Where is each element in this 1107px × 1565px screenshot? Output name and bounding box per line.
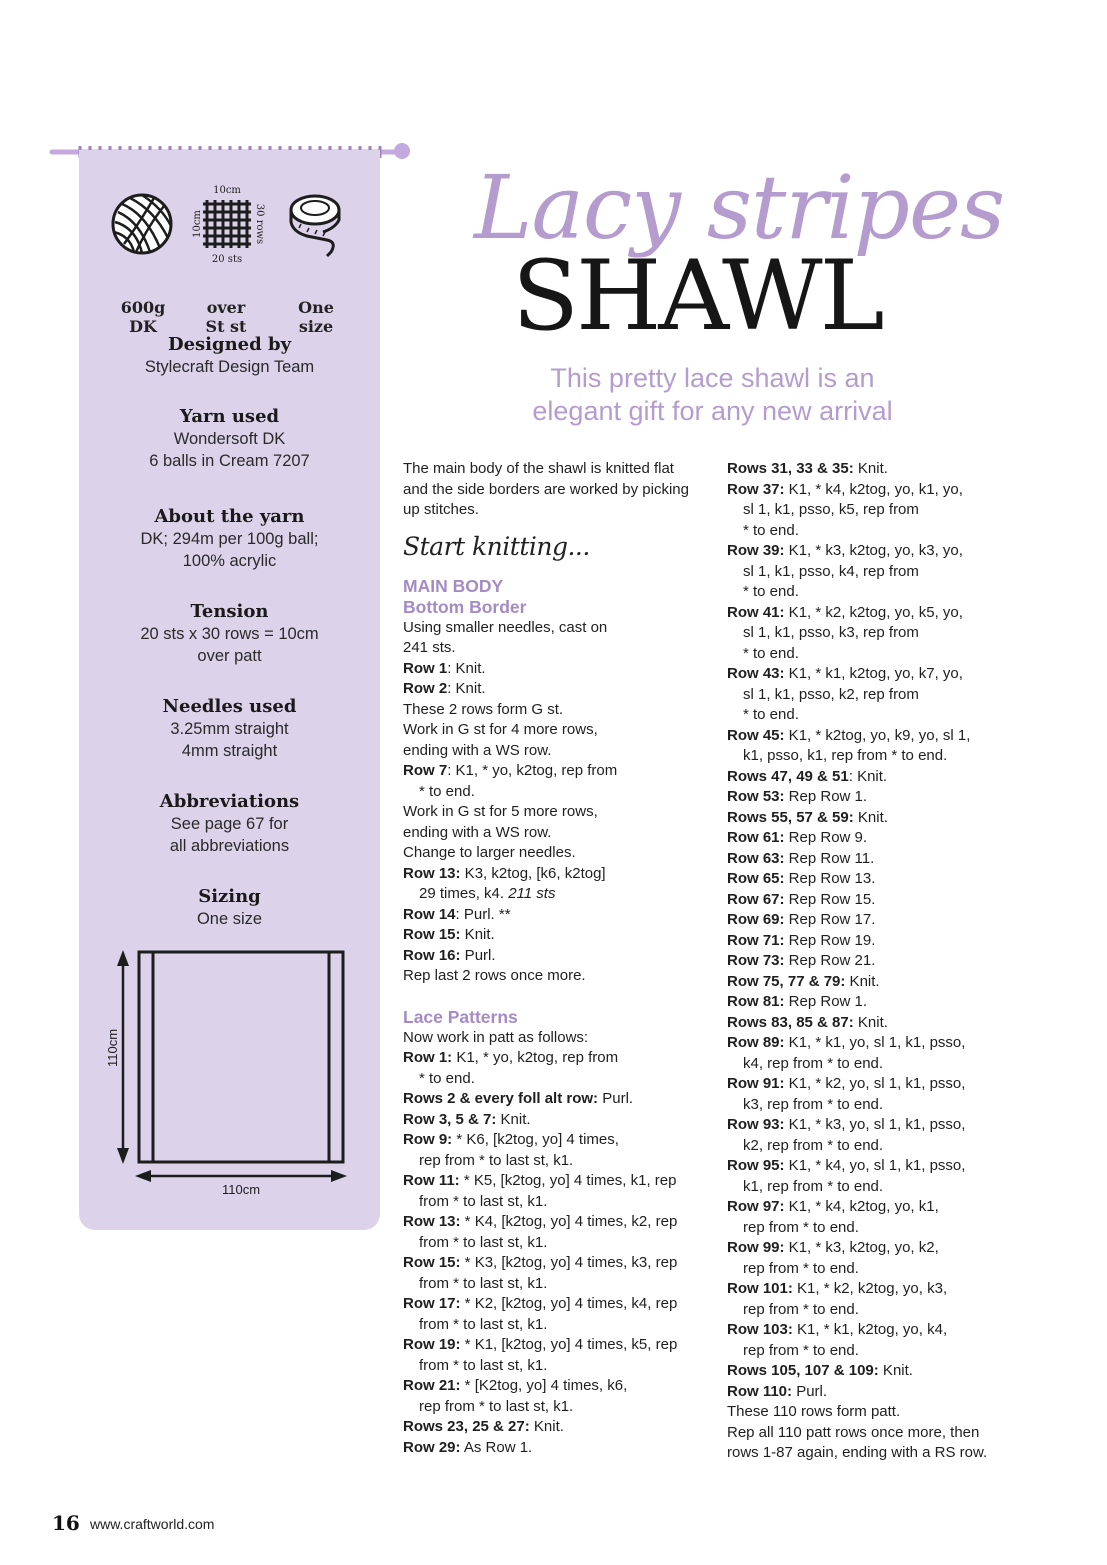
sizing-block bbox=[79, 886, 380, 930]
row-text: K1, * k3, k2tog, yo, k2, bbox=[784, 1239, 939, 1256]
row-label: Row 1 bbox=[403, 659, 448, 677]
size-line2: size bbox=[298, 317, 334, 336]
yarn-used-line2: 6 balls in Cream 7207 bbox=[149, 452, 310, 470]
row-continuation: k2, rep from * to end. bbox=[743, 1136, 884, 1154]
yarn-weight-value: 600g bbox=[120, 298, 166, 317]
designed-by-title: Designed by bbox=[167, 334, 292, 355]
row-instruction bbox=[727, 1156, 1017, 1177]
about-yarn-line2: 100% acrylic bbox=[182, 552, 277, 570]
size-line1: One bbox=[298, 298, 334, 317]
row-continuation: sl 1, k1, psso, k3, rep from bbox=[743, 624, 919, 641]
instruction-line: These 2 rows form G st. bbox=[403, 700, 564, 718]
row-label: Row 99: bbox=[727, 1239, 785, 1256]
row-continuation: from * to last st, k1. bbox=[419, 1356, 548, 1374]
diagram-height-label: 110cm bbox=[105, 1028, 120, 1068]
row-continuation: k1, psso, k1, rep from * to end. bbox=[743, 747, 948, 764]
row-text: K1, * k3, k2tog, yo, k3, yo, bbox=[784, 542, 963, 559]
row-instruction bbox=[403, 1417, 718, 1438]
instruction-line: rows 1-87 again, ending with a RS row. bbox=[727, 1444, 988, 1461]
row-label: Row 3, 5 & 7: bbox=[403, 1110, 497, 1128]
intro-line: and the side borders are worked by picking bbox=[403, 480, 689, 498]
title-script-text: Lacy stripes bbox=[474, 156, 1005, 259]
row-text: Rep Row 13. bbox=[784, 870, 876, 887]
about-yarn-block bbox=[79, 506, 380, 572]
stitch-count: 211 sts bbox=[508, 885, 556, 902]
yarn-used-line1: Wondersoft DK bbox=[173, 430, 286, 448]
abbreviations-block bbox=[79, 791, 380, 857]
row-label: Row 15: bbox=[403, 1254, 461, 1271]
row-text: K3, k2tog, [k6, k2tog] bbox=[460, 864, 606, 882]
row-instruction bbox=[727, 480, 1017, 501]
row-instruction bbox=[403, 1048, 718, 1069]
row-text: As Row 1. bbox=[460, 1438, 533, 1456]
row-text: * [K2tog, yo] 4 times, k6, bbox=[460, 1377, 628, 1394]
designed-by-text: Stylecraft Design Team bbox=[144, 358, 315, 376]
designed-by-block bbox=[79, 334, 380, 378]
row-label: Row 73: bbox=[727, 952, 785, 969]
row-text: : Purl. ** bbox=[455, 905, 511, 923]
row-text: K1, * k4, k2tog, yo, k1, bbox=[784, 1198, 939, 1215]
row-label: Row 37: bbox=[727, 480, 785, 498]
row-label: Row 43: bbox=[727, 665, 785, 682]
row-continuation: from * to last st, k1. bbox=[419, 1233, 548, 1251]
row-text: Purl. bbox=[792, 1382, 828, 1400]
row-instruction bbox=[727, 767, 1017, 788]
tension-bottom-label: 20 sts bbox=[211, 254, 243, 265]
instruction-line: Change to larger needles. bbox=[403, 844, 576, 861]
row-text: K1, * k4, k2tog, yo, k1, yo, bbox=[784, 480, 963, 498]
row-label: Row 69: bbox=[727, 911, 785, 928]
row-text: * K4, [k2tog, yo] 4 times, k2, rep bbox=[460, 1213, 678, 1230]
row-label: Row 53: bbox=[727, 788, 785, 805]
abbreviations-line1: See page 67 for bbox=[170, 815, 289, 833]
row-text: K1, * k1, k2tog, yo, k7, yo, bbox=[784, 665, 963, 682]
row-continuation: * to end. bbox=[743, 583, 799, 600]
row-continuation: sl 1, k1, psso, k2, rep from bbox=[743, 685, 919, 703]
row-continuation: * to end. bbox=[743, 644, 799, 662]
row-label: Row 101: bbox=[727, 1280, 793, 1297]
row-label: Row 17: bbox=[403, 1295, 461, 1312]
row-continuation: from * to last st, k1. bbox=[419, 1315, 548, 1333]
row-text: K1, * k3, yo, sl 1, k1, psso, bbox=[784, 1116, 966, 1133]
row-text: * K1, [k2tog, yo] 4 times, k5, rep bbox=[460, 1336, 678, 1353]
row-instruction bbox=[727, 1033, 1017, 1054]
row-text: Knit. bbox=[853, 1013, 888, 1031]
row-instruction bbox=[403, 659, 718, 680]
row-instruction bbox=[403, 679, 718, 700]
row-continuation: * to end. bbox=[419, 782, 475, 800]
row-continuation: * to end. bbox=[743, 706, 799, 723]
row-instruction bbox=[727, 664, 1017, 685]
row-text: Knit. bbox=[853, 460, 888, 477]
row-instruction bbox=[727, 869, 1017, 890]
yarn-used-title: Yarn used bbox=[179, 406, 280, 427]
row-label: Row 95: bbox=[727, 1157, 785, 1174]
row-text: Rep Row 15. bbox=[784, 890, 876, 908]
tension-block bbox=[79, 601, 380, 667]
row-text: Rep Row 19. bbox=[784, 931, 876, 949]
row-text: K1, * k2, k2tog, yo, k3, bbox=[792, 1280, 948, 1297]
row-label: Row 61: bbox=[727, 829, 785, 846]
row-instruction bbox=[727, 541, 1017, 562]
row-instruction bbox=[403, 1130, 718, 1151]
subtitle-line2: elegant gift for any new arrival bbox=[532, 396, 893, 426]
row-continuation bbox=[403, 884, 718, 905]
row-text: K1, * k2tog, yo, k9, yo, sl 1, bbox=[784, 726, 971, 744]
row-instruction bbox=[403, 864, 718, 885]
abbreviations-line2: all abbreviations bbox=[169, 837, 290, 855]
tension-right-label: 30 rows bbox=[254, 203, 265, 245]
row-instruction bbox=[727, 787, 1017, 808]
row-continuation: k1, rep from * to end. bbox=[743, 1177, 884, 1195]
row-label: Row 15: bbox=[403, 926, 461, 943]
row-continuation: k3, rep from * to end. bbox=[743, 1095, 884, 1113]
tension-line2: St st bbox=[205, 317, 247, 336]
start-knitting-heading: Start knitting... bbox=[403, 531, 590, 561]
row-label: Row 13: bbox=[403, 864, 461, 882]
tension-top-label: 10cm bbox=[213, 185, 241, 196]
row-label: Row 75, 77 & 79: bbox=[727, 972, 846, 990]
row-label: Row 103: bbox=[727, 1321, 793, 1338]
row-text: * K2, [k2tog, yo] 4 times, k4, rep bbox=[460, 1295, 678, 1312]
tension-left-label: 10cm bbox=[192, 210, 203, 238]
row-text: Rep Row 17. bbox=[784, 911, 876, 928]
row-continuation: from * to last st, k1. bbox=[419, 1192, 548, 1210]
row-label: Row 97: bbox=[727, 1198, 785, 1215]
intro-line: The main body of the shawl is knitted flat bbox=[403, 460, 674, 477]
instruction-line: Work in G st for 5 more rows, bbox=[403, 803, 598, 820]
subtitle-line1: This pretty lace shawl is an bbox=[550, 363, 875, 393]
row-label: Row 39: bbox=[727, 542, 785, 559]
row-instruction bbox=[727, 1279, 1017, 1300]
row-continuation: from * to last st, k1. bbox=[419, 1274, 548, 1292]
row-instruction bbox=[403, 1253, 718, 1274]
row-label: Row 91: bbox=[727, 1075, 785, 1092]
row-continuation: * to end. bbox=[419, 1069, 475, 1087]
row-continuation: rep from * to end. bbox=[743, 1218, 859, 1236]
row-instruction bbox=[727, 1320, 1017, 1341]
row-label: Row 9: bbox=[403, 1131, 453, 1148]
row-text: Knit. bbox=[845, 972, 880, 990]
row-instruction bbox=[403, 925, 718, 946]
tension-line2-text: over patt bbox=[197, 647, 262, 665]
row-text: Knit. bbox=[460, 926, 495, 943]
tension-line1: over bbox=[206, 298, 246, 317]
row-label: Row 29: bbox=[403, 1438, 461, 1456]
row-label: Row 19: bbox=[403, 1336, 461, 1353]
row-instruction bbox=[727, 910, 1017, 931]
row-text: 29 times, k4. bbox=[419, 885, 509, 902]
needles-block bbox=[79, 696, 380, 762]
row-label: Rows 83, 85 & 87: bbox=[727, 1013, 854, 1031]
row-continuation: rep from * to last st, k1. bbox=[419, 1151, 574, 1169]
row-label: Row 63: bbox=[727, 849, 785, 867]
row-instruction bbox=[727, 1074, 1017, 1095]
row-instruction bbox=[403, 1171, 718, 1192]
row-instruction bbox=[727, 890, 1017, 911]
pattern-column-1 bbox=[403, 459, 718, 1458]
row-text: Rep Row 1. bbox=[784, 788, 868, 805]
row-label: Row 71: bbox=[727, 931, 785, 949]
row-label: Row 65: bbox=[727, 870, 785, 887]
row-instruction bbox=[727, 726, 1017, 747]
row-continuation: rep from * to end. bbox=[743, 1341, 859, 1359]
pattern-column-2 bbox=[727, 459, 1017, 1464]
row-text: K1, * k2, yo, sl 1, k1, psso, bbox=[784, 1075, 966, 1092]
lace-patterns-heading: Lace Patterns bbox=[403, 1006, 518, 1027]
row-text: Purl. bbox=[598, 1090, 634, 1107]
instruction-line: 241 sts. bbox=[403, 639, 456, 656]
about-yarn-line1: DK; 294m per 100g ball; bbox=[140, 530, 319, 548]
row-label: Row 2 bbox=[403, 680, 448, 697]
row-text: * K3, [k2tog, yo] 4 times, k3, rep bbox=[460, 1254, 678, 1271]
row-label: Rows 55, 57 & 59: bbox=[727, 808, 854, 826]
instruction-line: ending with a WS row. bbox=[403, 823, 552, 841]
row-instruction bbox=[727, 1013, 1017, 1034]
instruction-line: Now work in patt as follows: bbox=[403, 1028, 589, 1046]
row-instruction bbox=[403, 1089, 718, 1110]
row-text: Rep Row 11. bbox=[784, 849, 875, 867]
row-label: Row 13: bbox=[403, 1213, 461, 1230]
tape-measure-icon bbox=[287, 192, 345, 258]
row-text: Rep Row 1. bbox=[784, 993, 868, 1010]
instruction-line: Rep last 2 rows once more. bbox=[403, 967, 586, 984]
row-label: Row 81: bbox=[727, 993, 785, 1010]
row-instruction bbox=[403, 905, 718, 926]
tension-label bbox=[186, 298, 266, 336]
row-label: Row 7 bbox=[403, 762, 448, 779]
row-text: Rep Row 21. bbox=[784, 952, 876, 969]
sizing-title: Sizing bbox=[198, 886, 261, 907]
row-text: Knit. bbox=[529, 1418, 564, 1435]
info-sidebar bbox=[79, 150, 380, 1230]
row-text: * K6, [k2tog, yo] 4 times, bbox=[452, 1131, 619, 1148]
row-label: Rows 105, 107 & 109: bbox=[727, 1362, 879, 1379]
intro-line: up stitches. bbox=[403, 501, 479, 518]
yarn-weight-label bbox=[103, 298, 183, 336]
row-label: Row 14 bbox=[403, 905, 456, 923]
instruction-line: Rep all 110 patt rows once more, then bbox=[727, 1423, 980, 1441]
row-text: K1, * k1, yo, sl 1, k1, psso, bbox=[784, 1034, 966, 1051]
row-text: Knit. bbox=[496, 1110, 531, 1128]
row-label: Row 41: bbox=[727, 603, 785, 621]
row-instruction bbox=[403, 1294, 718, 1315]
row-instruction bbox=[727, 992, 1017, 1013]
row-continuation: k4, rep from * to end. bbox=[743, 1054, 884, 1072]
yarn-used-block bbox=[79, 406, 380, 472]
row-text: Knit. bbox=[853, 808, 888, 826]
bottom-border-heading: Bottom Border bbox=[403, 596, 527, 617]
row-instruction bbox=[727, 1115, 1017, 1136]
row-text: : K1, * yo, k2tog, rep from bbox=[447, 762, 618, 779]
footer-url[interactable]: www.craftworld.com bbox=[90, 1516, 215, 1532]
row-label: Rows 2 & every foll alt row: bbox=[403, 1090, 599, 1107]
row-instruction bbox=[727, 849, 1017, 870]
yarn-type-value: DK bbox=[129, 317, 157, 336]
row-continuation: rep from * to last st, k1. bbox=[419, 1397, 574, 1415]
row-instruction bbox=[403, 1376, 718, 1397]
row-instruction bbox=[727, 951, 1017, 972]
row-text: : Knit. bbox=[848, 767, 888, 785]
row-label: Rows 47, 49 & 51 bbox=[727, 767, 849, 785]
instruction-line: Using smaller needles, cast on bbox=[403, 618, 608, 636]
row-text: Rep Row 9. bbox=[784, 829, 868, 846]
row-label: Row 67: bbox=[727, 890, 785, 908]
instruction-line: ending with a WS row. bbox=[403, 741, 552, 759]
row-instruction bbox=[403, 1110, 718, 1131]
instruction-line: Work in G st for 4 more rows, bbox=[403, 721, 598, 738]
row-instruction bbox=[403, 761, 718, 782]
tension-square-icon bbox=[189, 182, 269, 266]
row-text: K1, * k2, k2tog, yo, k5, yo, bbox=[784, 603, 963, 621]
row-text: * K5, [k2tog, yo] 4 times, k1, rep bbox=[459, 1172, 677, 1189]
row-instruction bbox=[727, 972, 1017, 993]
tension-title: Tension bbox=[190, 601, 269, 622]
row-text: Knit. bbox=[878, 1362, 913, 1379]
row-instruction bbox=[727, 459, 1017, 480]
row-label: Row 45: bbox=[727, 726, 785, 744]
row-instruction bbox=[727, 603, 1017, 624]
row-continuation: * to end. bbox=[743, 521, 799, 539]
row-instruction bbox=[727, 1197, 1017, 1218]
tension-line1-text: 20 sts x 30 rows = 10cm bbox=[140, 625, 319, 643]
row-continuation: rep from * to end. bbox=[743, 1300, 859, 1318]
row-instruction bbox=[403, 1438, 718, 1459]
row-continuation: rep from * to end. bbox=[743, 1259, 859, 1277]
row-text: K1, * yo, k2tog, rep from bbox=[452, 1049, 619, 1066]
size-label bbox=[276, 298, 356, 336]
row-label: Rows 23, 25 & 27: bbox=[403, 1418, 530, 1435]
row-text: K1, * k4, yo, sl 1, k1, psso, bbox=[784, 1157, 966, 1174]
about-yarn-title: About the yarn bbox=[154, 506, 305, 527]
needles-line2: 4mm straight bbox=[181, 742, 278, 760]
row-text: Purl. bbox=[460, 946, 496, 964]
spec-icons bbox=[79, 180, 380, 336]
sizing-text: One size bbox=[196, 910, 263, 928]
row-text: K1, * k1, k2tog, yo, k4, bbox=[792, 1321, 948, 1338]
row-label: Row 1: bbox=[403, 1049, 453, 1066]
row-instruction bbox=[727, 1361, 1017, 1382]
main-body-heading: MAIN BODY bbox=[403, 575, 504, 596]
row-continuation: sl 1, k1, psso, k5, rep from bbox=[743, 501, 919, 518]
diagram-width-label: 110cm bbox=[221, 1182, 261, 1197]
needles-line1: 3.25mm straight bbox=[170, 720, 289, 738]
row-label: Row 11: bbox=[403, 1172, 460, 1189]
row-label: Row 16: bbox=[403, 946, 461, 964]
yarn-ball-icon bbox=[110, 192, 174, 256]
row-instruction bbox=[727, 808, 1017, 829]
row-instruction bbox=[727, 1238, 1017, 1259]
subtitle bbox=[480, 362, 945, 428]
page-title: SHAWL bbox=[512, 240, 882, 352]
row-label: Rows 31, 33 & 35: bbox=[727, 460, 854, 477]
row-instruction bbox=[727, 1382, 1017, 1403]
needles-title: Needles used bbox=[162, 696, 297, 717]
page-number: 16 bbox=[52, 1511, 80, 1535]
row-label: Row 89: bbox=[727, 1034, 785, 1051]
row-instruction bbox=[727, 828, 1017, 849]
row-text: : Knit. bbox=[447, 680, 486, 697]
row-continuation: sl 1, k1, psso, k4, rep from bbox=[743, 562, 919, 580]
row-label: Row 110: bbox=[727, 1382, 793, 1400]
abbreviations-title: Abbreviations bbox=[159, 791, 300, 812]
row-instruction bbox=[403, 1212, 718, 1233]
instruction-line: These 110 rows form patt. bbox=[727, 1403, 901, 1420]
row-instruction bbox=[403, 946, 718, 967]
row-instruction bbox=[727, 931, 1017, 952]
row-instruction bbox=[403, 1335, 718, 1356]
shawl-size-diagram bbox=[99, 940, 359, 1200]
row-label: Row 21: bbox=[403, 1377, 461, 1394]
row-label: Row 93: bbox=[727, 1116, 785, 1133]
row-text: : Knit. bbox=[447, 659, 486, 677]
